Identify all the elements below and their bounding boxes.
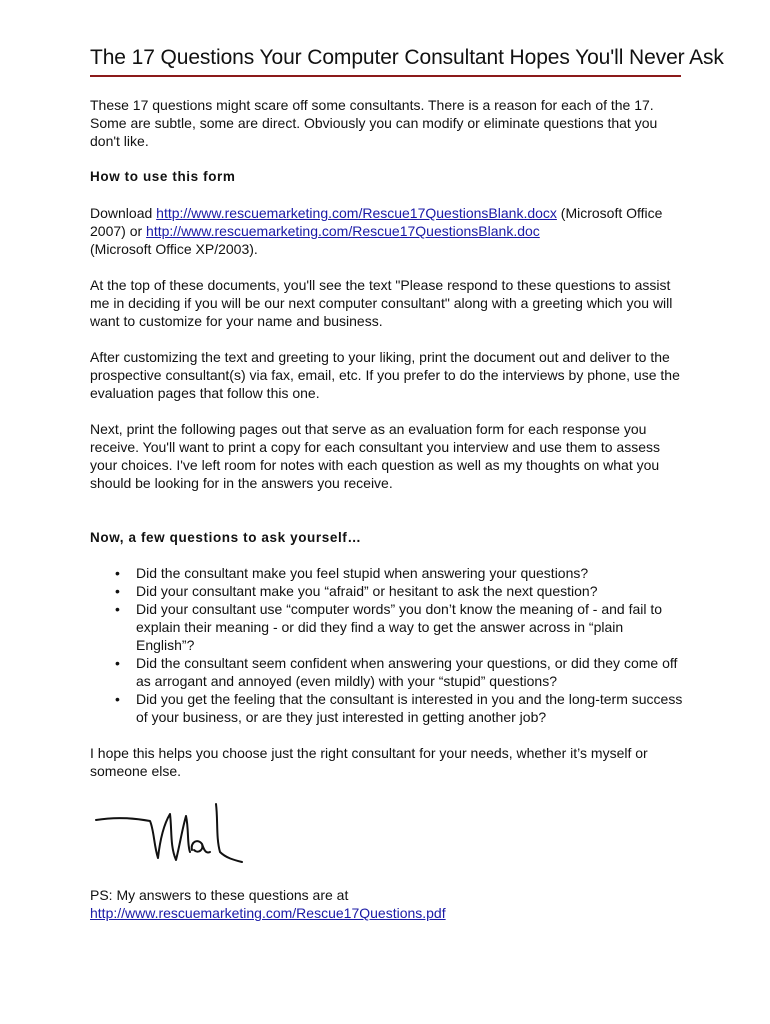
list-item xyxy=(90,654,685,690)
ps-section xyxy=(90,886,685,922)
docx-download-link[interactable]: http://www.rescuemarketing.com/Rescue17QuestionsBlank.docx xyxy=(156,205,557,221)
page-title: The 17 Questions Your Computer Consultant Hopes You'll Never Ask xyxy=(90,46,724,69)
question-text: Did the consultant seem confident when answering your questions, or did they come off as arrogant and annoyed (even mildly) with your “stupid” questions? xyxy=(136,655,678,689)
download-prefix: Download xyxy=(90,205,157,221)
closing-paragraph: I hope this helps you choose just the right consultant for your needs, whether it’s myself or someone else. xyxy=(90,745,648,779)
next-print-paragraph: Next, print the following pages out that serve as an evaluation form for each response you receive. You'll want to print a copy for each consultant you interview and use them to assess your choices. I've left room for notes with each question as well as my thoughts on what you should be looking for in the answers you receive. xyxy=(90,421,660,491)
list-item xyxy=(90,582,685,600)
bullet-icon: • xyxy=(115,691,120,707)
question-text: Did you get the feeling that the consultant is interested in you and the long-term success of your business, or are they just interested in getting another job? xyxy=(136,691,683,725)
after-customizing-paragraph: After customizing the text and greeting to your liking, print the document out and deliver to the prospective consultant(s) via fax, email, etc. If you prefer to do the interviews by phone, use the evaluation pages that follow this one. xyxy=(90,349,680,401)
download-middle: (Microsoft Office 2007) or xyxy=(90,205,663,239)
signature-image xyxy=(94,800,244,872)
bullet-icon: • xyxy=(115,655,120,671)
top-of-documents-paragraph: At the top of these documents, you'll see the text "Please respond to these questions to assist me in deciding if you will be our next computer consultant" along with a greeting which you will want to customize for your name and business. xyxy=(90,277,673,329)
bullet-icon: • xyxy=(115,565,120,581)
list-item xyxy=(90,564,685,582)
download-suffix: (Microsoft Office XP/2003). xyxy=(90,241,258,257)
how-to-heading: How to use this form xyxy=(90,169,236,184)
title-divider xyxy=(90,75,681,77)
bullet-icon: • xyxy=(115,601,120,617)
list-item xyxy=(90,600,685,654)
doc-download-link[interactable]: http://www.rescuemarketing.com/Rescue17QuestionsBlank.doc xyxy=(146,223,540,239)
questions-list xyxy=(90,564,685,726)
ps-text: PS: My answers to these questions are at xyxy=(90,887,349,903)
intro-paragraph: These 17 questions might scare off some consultants. There is a reason for each of the 17. Some are subtle, some are direct. Obviously you can modify or eliminate questions that you don't like. xyxy=(90,97,658,149)
ps-answers-link[interactable]: http://www.rescuemarketing.com/Rescue17Questions.pdf xyxy=(90,905,446,921)
bullet-icon: • xyxy=(115,583,120,599)
document-page xyxy=(90,44,724,780)
question-text: Did your consultant use “computer words” you don’t know the meaning of - and fail to explain their meaning - or did they find a way to get the answer across in “plain English”? xyxy=(136,601,663,653)
ask-yourself-heading: Now, a few questions to ask yourself… xyxy=(90,530,362,545)
question-text: Did your consultant make you “afraid” or hesitant to ask the next question? xyxy=(136,583,598,599)
question-text: Did the consultant make you feel stupid when answering your questions? xyxy=(136,565,589,581)
list-item xyxy=(90,690,685,726)
download-paragraph xyxy=(90,204,685,258)
